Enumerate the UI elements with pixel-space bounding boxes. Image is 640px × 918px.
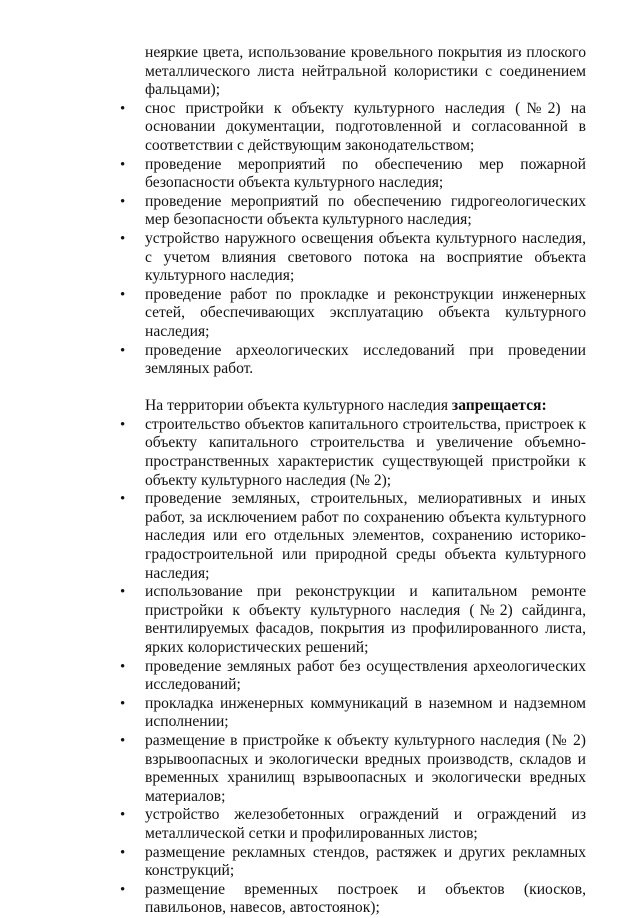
list-item [120,731,586,806]
list-item-text: прокладка инженерных коммуникаций в наземном и надземном исполнении; [145,694,586,731]
list-item-text: проведение работ по прокладке и реконструкции инженерных сетей, обеспечивающих эксплуатацию объекта культурного наследия; [145,285,586,340]
list-item-text: снос пристройки к объекту культурного наследия (№2) на основании документации, подготовленной и согласованной в соответствии с действующим законодательством; [145,99,586,154]
paragraph-spacer [145,379,586,398]
list-item [120,99,586,156]
list-item [120,155,586,193]
list-item-text: размещение временных построек и объектов (киосков, павильонов, навесов, автостоянок); [145,880,586,917]
bullet-icon: • [120,193,126,210]
prohibited-list [120,415,586,918]
bullet-icon: • [120,100,126,117]
list-item-text: устройство железобетонных ограждений и ограждений из металлической сетки и профилированных листов; [145,806,586,842]
list-item-text: размещение в пристройке к объекту культурного наследия (№ 2) взрывоопасных и экологически вредных производств, складов и временных хранилищ взрывоопасных и экологически вредных материалов; [145,731,586,805]
list-item-text: строительство объектов капитального строительства, пристроек к объекту капитального строительства и увеличение объемно-пространственных характеристик существующей пристройки к объекту культурного наследия (№ 2); [145,415,586,489]
list-item-text: проведение мероприятий по обеспечению мер пожарной безопасности объекта культурного наследия; [145,155,586,192]
list-item [120,694,586,732]
list-item-text: использование при реконструкции и капитальном ремонте пристройки к объекту культурного наследия (№2) сайдинга, вентилируемых фасадов, покрытия из профилированного листа, ярких колористических решений; [145,583,586,656]
bullet-icon: • [120,844,126,861]
list-item [120,583,586,657]
prohibited-heading-text: На территории объекта культурного наследия [145,397,452,415]
intro-continuation-paragraph: неяркие цвета, использование кровельного покрытия из плоского металлического листа нейтральной колористики с соединением фальцами); [145,44,586,99]
bullet-icon: • [120,695,126,712]
prohibited-heading-emphasis: запрещается: [451,397,547,415]
list-item [120,657,586,695]
bullet-icon: • [120,491,126,508]
list-item-text: проведение земляных, строительных, мелиоративных и иных работ, за исключением работ по сохранению объекта культурного наследия или его отдельных элементов, сохранению историко-градостроительной или природной среды объекта культурного наследия; [145,490,586,582]
bullet-icon: • [120,881,126,898]
list-item [120,192,586,230]
bullet-icon: • [120,156,126,173]
list-item-text: проведение мероприятий по обеспечению гидрогеологических мер безопасности объекта культурного наследия; [145,192,586,229]
list-item [120,843,586,881]
bullet-icon: • [120,230,126,247]
bullet-icon: • [120,732,126,749]
list-item [120,415,586,490]
list-item [120,285,586,342]
list-item-text: проведение археологических исследований при проведении земляных работ. [145,341,586,378]
list-item [120,229,586,286]
list-item-text: проведение земляных работ без осуществления археологических исследований; [145,657,586,694]
bullet-icon: • [120,807,126,824]
bullet-icon: • [120,342,126,359]
list-item-text: устройство наружного освещения объекта культурного наследия, с учетом влияния светового потока на восприятие объекта культурного наследия; [145,229,586,285]
list-item [120,806,586,843]
prohibited-heading [145,397,586,416]
list-item [120,490,586,583]
list-item [120,341,586,379]
list-item-text: размещение рекламных стендов, растяжек и других рекламных конструкций; [145,843,586,880]
document-body [120,44,586,918]
bullet-icon: • [120,584,126,601]
bullet-icon: • [120,286,126,303]
allowed-list [120,99,586,379]
bullet-icon: • [120,416,126,433]
list-item [120,880,586,918]
bullet-icon: • [120,658,126,675]
